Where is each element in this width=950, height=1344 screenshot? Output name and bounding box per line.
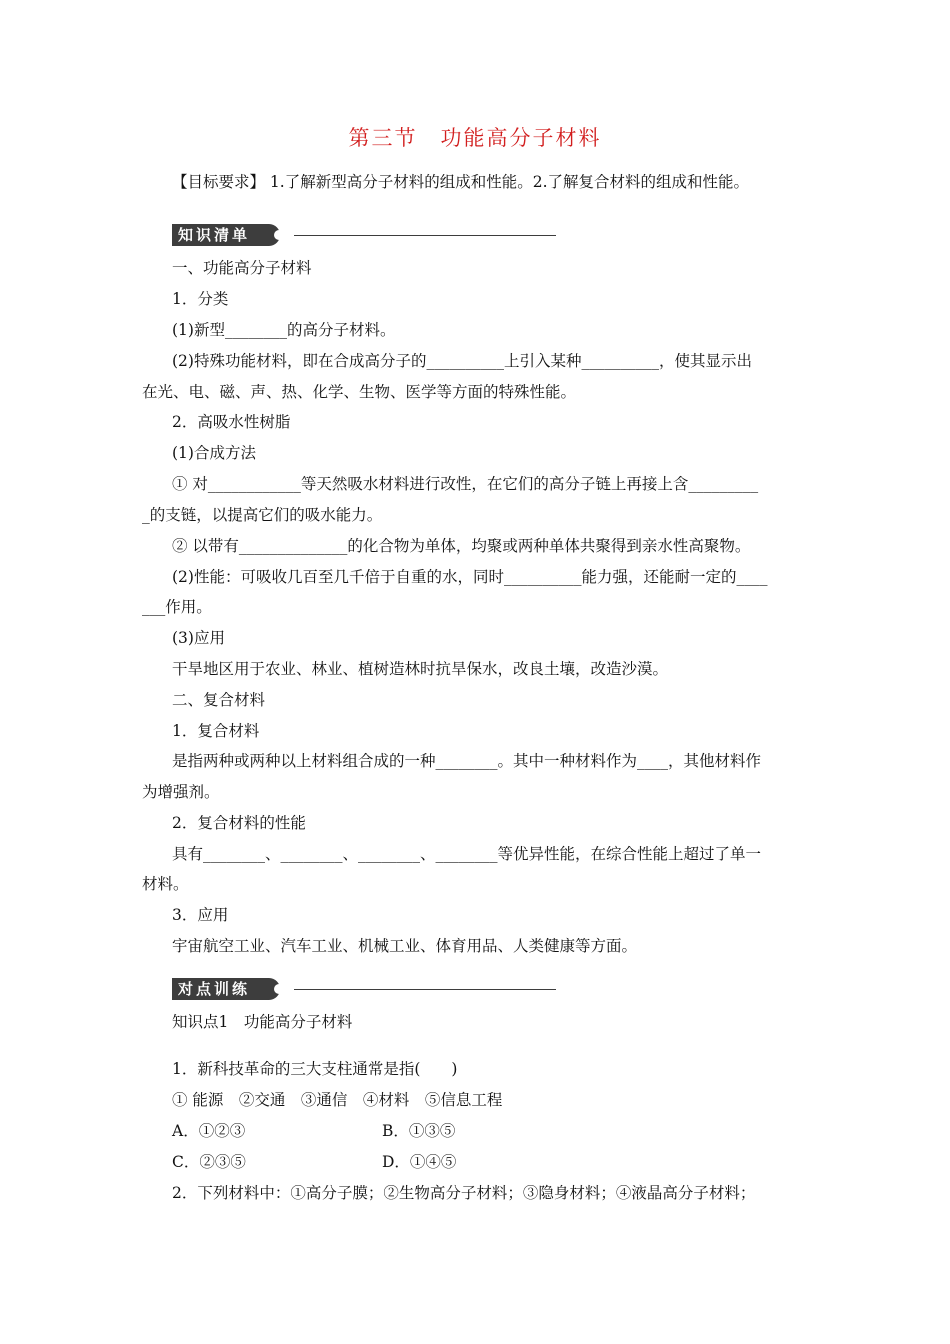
text-line: 1．分类 [172, 290, 229, 308]
text-line: (1)新型________的高分子材料。 [172, 321, 396, 339]
text-line: (3)应用 [172, 629, 225, 647]
text-line: 二、复合材料 [172, 691, 266, 709]
text-line: _的支链，以提高它们的吸水能力。 [142, 506, 383, 524]
bullet-icon [274, 230, 284, 240]
objective-text: 【目标要求】 1.了解新型高分子材料的组成和性能。2.了解复合材料的组成和性能。 [172, 173, 750, 191]
text-line: 1．复合材料 [172, 722, 260, 740]
bullet-icon [274, 984, 284, 994]
question-1-items: ① 能源 ②交通 ③通信 ④材料 ⑤信息工程 [172, 1091, 503, 1109]
text-line: 3．应用 [172, 906, 229, 924]
section-header-knowledge [172, 224, 556, 248]
section-header-practice [172, 978, 556, 1002]
text-line: 材料。 [142, 875, 189, 893]
option-c: C．②③⑤ [172, 1153, 246, 1171]
text-line: (1)合成方法 [172, 444, 256, 462]
option-b: B．①③⑤ [382, 1122, 456, 1140]
question-1: 1．新科技革命的三大支柱通常是指( ) [172, 1060, 458, 1078]
text-line: 干旱地区用于农业、林业、植树造林时抗旱保水，改良土壤，改造沙漠。 [172, 660, 669, 678]
section-rule [294, 235, 556, 236]
text-line: 是指两种或两种以上材料组合成的一种________。其中一种材料作为____，其他材料作 [172, 752, 762, 770]
text-line: 2．高吸水性树脂 [172, 413, 291, 431]
section-label: 知识清单 [172, 224, 280, 246]
text-line: 一、功能高分子材料 [172, 259, 312, 277]
question-2: 2．下列材料中：①高分子膜；②生物高分子材料；③隐身材料；④液晶高分子材料； [172, 1184, 756, 1202]
knowledge-point-heading: 知识点1 功能高分子材料 [172, 1013, 353, 1031]
text-line: ② 以带有______________的化合物为单体，均聚或两种单体共聚得到亲水性高聚物。 [172, 537, 751, 555]
option-d: D．①④⑤ [382, 1153, 457, 1171]
text-line: (2)特殊功能材料，即在合成高分子的__________上引入某种__________，使其显示出 [172, 352, 752, 370]
text-line: 宇宙航空工业、汽车工业、机械工业、体育用品、人类健康等方面。 [172, 937, 638, 955]
text-line: 在光、电、磁、声、热、化学、生物、医学等方面的特殊性能。 [142, 383, 577, 401]
text-line: ___作用。 [142, 598, 212, 616]
text-line: (2)性能：可吸收几百至几千倍于自重的水，同时__________能力强，还能耐一定的____ [172, 568, 768, 586]
text-line: 具有________、________、________、________等优异性能，在综合性能上超过了单一 [172, 845, 762, 863]
text-line: ① 对____________等天然吸水材料进行改性，在它们的高分子链上再接上含_________ [172, 475, 759, 493]
section-label: 对点训练 [172, 978, 280, 1000]
section-rule [294, 989, 556, 990]
text-line: 2．复合材料的性能 [172, 814, 306, 832]
page-title: 第三节 功能高分子材料 [348, 126, 602, 150]
text-line: 为增强剂。 [142, 783, 220, 801]
option-a: A．①②③ [172, 1122, 246, 1140]
